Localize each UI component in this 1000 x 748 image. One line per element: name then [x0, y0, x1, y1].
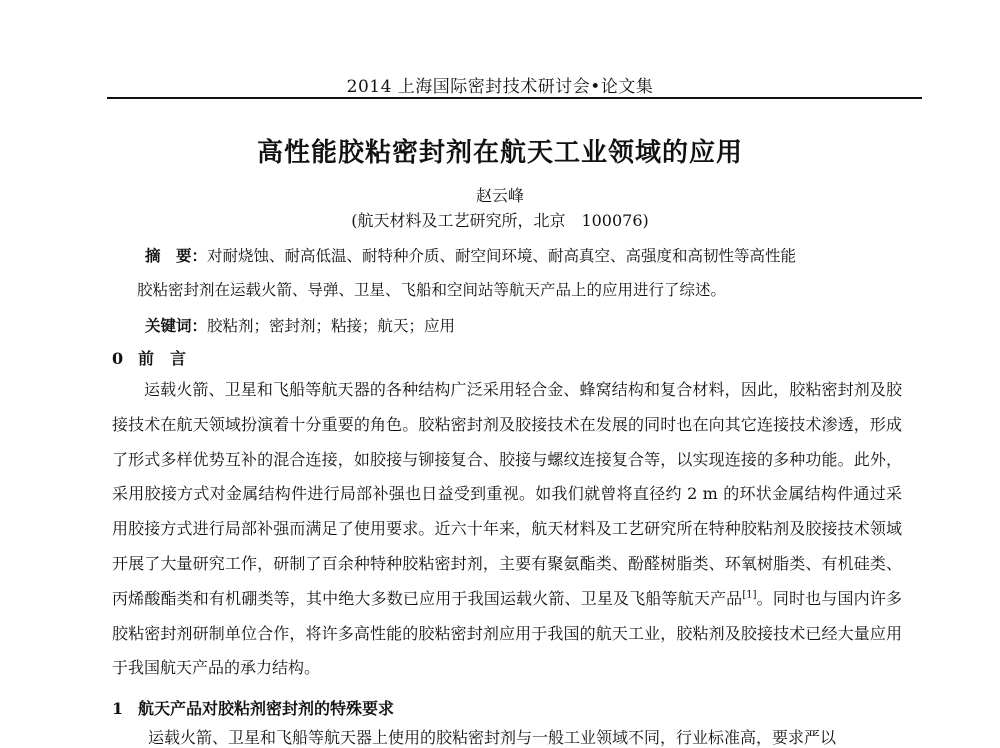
section-number: 0	[112, 349, 124, 368]
header-rule	[107, 97, 922, 99]
section-title: 航天产品对胶粘剂密封剂的特殊要求	[138, 699, 395, 718]
abstract-text-line1: 对耐烧蚀、耐高低温、耐特种介质、耐空间环境、耐高真空、高强度和高韧性等高性能	[207, 247, 797, 265]
section-number: 1	[112, 699, 124, 718]
keywords-text: 胶粘剂；密封剂；粘接；航天；应用	[207, 317, 456, 335]
author-affiliation: (航天材料及工艺研究所，北京 100076)	[351, 211, 649, 230]
section-heading-0	[112, 346, 186, 369]
keywords-label: 关键词：	[145, 316, 208, 335]
running-header: 2014 上海国际密封技术研讨会•论文集	[346, 77, 654, 97]
abstract	[137, 239, 910, 307]
paper-title: 高性能胶粘密封剂在航天工业领域的应用	[256, 138, 743, 168]
section-title: 前 言	[138, 349, 187, 368]
citation-ref: [1]	[742, 589, 757, 601]
section-0-body	[112, 373, 902, 686]
body-text-part1: 运载火箭、卫星和飞船等航天器的各种结构广泛采用轻合金、蜂窝结构和复合材料，因此，胶粘密封剂及胶接技术在航天领域扮演着十分重要的角色。胶粘密封剂及胶接技术在发展的同时也在向其它连接技术渗透，形成了形式多样优势互补的混合连接，如胶接与铆接复合、胶接与螺纹连接复合等，以实现连接的多种功能。此外，采用胶接方式对金属结构件进行局部补强也日益受到重视。如我们就曾将直径约 2 m 的环状金属结构件通过采用胶接方式进行局部补强而满足了使用要求。近六十年来，航天材料及工艺研究所在特种胶粘剂及胶接技术领域开展了大量研究工作，研制了百余种特种胶粘密封剂，主要有聚氨酯类、酚醛树脂类、环氧树脂类、有机硅类、丙烯酸酯类和有机硼类等，其中绝大多数已应用于我国运载火箭、卫星及飞船等航天产品	[112, 380, 902, 608]
keywords	[145, 312, 910, 340]
section-heading-1	[112, 696, 394, 719]
body-text-part2: 。同时也与国内许多胶粘密封剂研制单位合作，将许多高性能的胶粘密封剂应用于我国的航天工业，胶粘剂及胶接技术已经大量应用于我国航天产品的承力结构。	[112, 588, 902, 678]
abstract-text-line2: 胶粘密封剂在运载火箭、导弹、卫星、飞船和空间站等航天产品上的应用进行了综述。	[137, 281, 727, 299]
author-name: 赵云峰	[475, 186, 524, 205]
section-1-body-partial: 运载火箭、卫星和飞船等航天器上使用的胶粘密封剂与一般工业领域不同，行业标准高，要求严以	[148, 728, 837, 747]
abstract-label: 摘 要：	[145, 246, 208, 265]
